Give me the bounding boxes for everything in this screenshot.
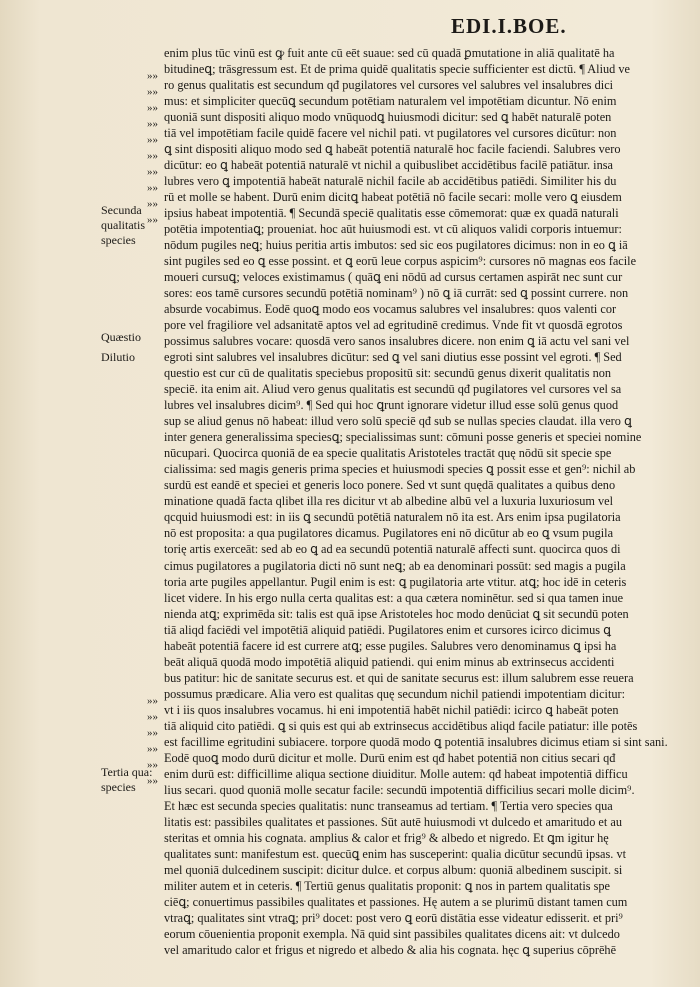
text-line: tiā vel impotētiam facile quidē facere vel nichil pati. vt pugilatores vel cursores dicūtur: non <box>164 126 617 141</box>
text-line: ro genus qualitatis est secundum qđ pugilatores vel cursores vel salubres vel insalubres dici <box>164 78 614 93</box>
text-line: tiā aliqd faciēdi vel impotētiā aliquid patiēdi. Pugilatores enim et cursores icirco dicimus ꝗ <box>164 622 611 637</box>
text-line: vtraꝗ; qualitates sint vtraꝗ; pri⁹ docet: post vero ꝗ eorū distātia esse videatur edisserit. et pri⁹ <box>164 910 623 925</box>
margin-mark: »» <box>147 166 158 179</box>
text-line: nūcupari. Quocirca quoniā de ea specie qualitatis Aristoteles tractāt quę nōdū sit specie spe <box>164 446 612 461</box>
text-line: dicūtur: eo ꝗ habeāt potentiā naturalē vt nichil a quibuslibet accidētibus facilē patiātur. insa <box>164 158 613 173</box>
text-line: mus: et simpliciter quecūꝗ secundum potētiam naturalem vel impotētiam dicuntur. Nō enim <box>164 94 617 109</box>
margin-mark: »» <box>147 727 158 740</box>
text-line: licet videre. In his ergo nulla certa qualitas est: a qua cætera nominētur. sed si qua tamen inue <box>164 590 624 605</box>
text-line: cialissima: sed magis generis prima species et huiusmodi species ꝗ possit esse et gen⁹: nichil ab <box>164 462 636 477</box>
text-line: torię artis exerceāt: sed ab eo ꝗ ad ea secundū potentiā naturalē affecti sunt. quocirca quos di <box>164 542 621 557</box>
margin-mark: »» <box>147 102 158 115</box>
margin-mark: »» <box>147 214 158 227</box>
text-line: inter genera generalissima speciesꝗ; specialissimas sunt: cōmuni posse generis et speciei nomine <box>164 430 642 445</box>
text-line: qcquid huiusmodi est: in iis ꝗ secundū potētiā naturalem nō ita est. Ars enim ipsa pugilatoria <box>164 510 621 525</box>
text-line: rū et molle se habent. Durū enim dicitꝗ habeat potētiā nō facile secari: molle vero ꝗ eiusdem <box>164 190 622 205</box>
text-line: pore vel fragiliore vel adsanitatē aptos vel ad egritudinē credimus. Vnde fit vt quosdā egrotos <box>164 318 623 333</box>
text-line: potētia impotentiaꝗ; proueniat. hoc aūt huiusmodi est. vt cū aliquos validi corporis intuemur: <box>164 222 622 237</box>
margin-mark: »» <box>147 150 158 163</box>
text-line: surdū est eandē et speciei et generis loco ponere. Sed vt sunt quędā qualitates a quibus deno <box>164 478 616 493</box>
text-line: absurde vocabimus. Eodē quoꝗ modo eos vocamus salubres vel insalubres: quos valenti cor <box>164 302 617 317</box>
text-line: nōdum pugiles neꝗ; huius peritia artis imbutos: sed sic eos pugilatores dicimus: non in eo ꝗ iā <box>164 238 628 253</box>
text-line: toria arte pugiles appellantur. Pugil enim is est: ꝗ pugilatoria arte vtitur. atꝗ; hoc idē in ceteris <box>164 574 627 589</box>
text-line: ciēꝗ; conuertimus passibiles qualitates et passiones. Hę autem a se plurimū distant tamen cum <box>164 894 628 909</box>
text-line: bus patitur: hic de sanitate securus est. et qui de sanitate securus est: illum salubrem esse reuera <box>164 670 634 685</box>
text-line: ipsius habeat impotentiā. ¶ Secundā speciē qualitatis esse cōmemorat: quæ ex quadā naturali <box>164 206 619 221</box>
margin-note-secunda: Secunda qualitatis species <box>101 203 145 247</box>
text-line: Et hæc est secunda species qualitatis: nunc transeamus ad tertiam. ¶ Tertia vero species qua <box>164 798 613 813</box>
text-line: steritas et omnia his cognata. amplius & calor et frig⁹ & albedo et nigredo. Et ꝗm igitur hę <box>164 830 609 845</box>
margin-mark: »» <box>147 775 158 788</box>
margin-mark: »» <box>147 711 158 724</box>
text-line: lius secari. quod quoniā molle secatur facile: secundū impotentiā difficilius secari molle dicim⁹. <box>164 782 635 797</box>
margin-mark: »» <box>147 198 158 211</box>
text-line: litatis est: passibiles qualitates et passiones. Sūt autē huiusmodi vt dulcedo et amaritudo et au <box>164 814 622 829</box>
text-line: vt i iis quos insalubres vocamus. hi eni impotentiā habēt nichil patiēdi: icirco ꝗ habeāt poten <box>164 702 619 717</box>
text-line: cimus pugilatores a pugilatoria dicti nō sunt neꝗ; ab ea denominari possūt: sed magis a pugila <box>164 558 626 573</box>
text-line: enim plus tūc vinū est ꝙ fuit ante cū eēt suaue: sed cū quadā ꝑmutatione in aliā qualitatē ha <box>164 46 615 60</box>
text-line: ꝗ sint dispositi aliquo modo sed ꝗ habeāt potentiā naturalē hoc facile faciendi. Salubres vero <box>164 142 621 157</box>
margin-mark: »» <box>147 743 158 756</box>
main-text-column <box>164 45 674 958</box>
text-line: nō est proposita: a qua pugilatores dicamus. Pugilatores eni nō dicūtur ab eo ꝗ vsum pugila <box>164 526 614 541</box>
text-line: nienda atꝗ; exprimēda sit: talis est quā ipse Aristoteles hoc modo denūciat ꝗ sit secundū poten <box>164 606 629 621</box>
text-line: bitudineꝗ; trāsgressum est. Et de prima quidē qualitatis specie sufficienter est dictū. ¶ Aliud ve <box>164 62 630 77</box>
running-head: EDI.I.BOE. <box>451 14 567 38</box>
text-line: enim durū est: difficillime aliqua sectione diuiditur. Molle autem: qđ habeat impotentiā difficu <box>164 766 628 781</box>
margin-mark: »» <box>147 70 158 82</box>
text-line: mel quoniā dulcedinem suscipit: dicitur dulce. et corpus album: quoniā albedinem suscipit. si <box>164 862 623 877</box>
text-line: est facillime egritudini subiacere. torpore quodā modo ꝗ potentiā insalubres dicimus etiam si sint sani. <box>164 734 668 749</box>
text-line: questio est cur cū de qualitatis speciebus propositū sit: secundū genus dixerit qualitatis non <box>164 366 612 381</box>
text-line: Eodē quoꝗ modo durū dicitur et molle. Durū enim est qđ habet potentiā non citius secari qđ <box>164 750 616 765</box>
margin-note-dilutio: Dilutio <box>101 350 136 364</box>
text-line: vel amaritudo calor et frigus et nigredo et albedo & alia his cognata. hęc ꝗ superius cōprēhē <box>164 942 617 957</box>
margin-mark: »» <box>147 759 158 772</box>
text-line: sup se aliud genus nō habeat: illud vero solū speciē qđ sub se nullas species claudat. illa vero ꝗ <box>164 414 632 429</box>
margin-mark: »» <box>147 118 158 131</box>
text-line: qualitates sunt: manifestum est. quecūꝗ enim has susceperint: qualia dicūtur secundū ipsas. vt <box>164 846 627 861</box>
text-line: egroti sint salubres vel insalubres dicūtur: sed ꝗ vel sani diutius esse possint vel egroti. ¶ Sed <box>164 350 622 365</box>
text-line: minatione quadā facta qlibet illa res dicitur vt ab albedine albū vel a luxuria luxuriosum vel <box>164 494 614 509</box>
text-line: tiā aliquid cito patiēdi. ꝗ si quis est qui ab extrinsecus accidētibus aliqd facile patiatur: ille potēs <box>164 718 638 733</box>
margin-note-quaestio: Quæstio <box>101 330 142 344</box>
text-line: beāt aliquā quodā modo impotētiā aliquid patiendi. qui enim minus ab extrinsecus accidenti <box>164 654 615 669</box>
text-line: eorum cōuenientia proponit exempla. Nā quid sint passibiles qualitates dicens ait: vt dulcedo <box>164 926 620 941</box>
text-line: lubres vero ꝗ impotentiā habeāt naturalē nichil facile ab accidētibus patiēdi. Similiter his du <box>164 174 617 189</box>
margin-mark: »» <box>147 695 158 707</box>
text-line: possumus prædicare. Alia vero est qualitas quę secundum nichil patiendi impotentiam dicitur: <box>164 686 626 701</box>
margin-note-tertia: Tertia qua: species <box>101 765 153 794</box>
text-line: possimus salubres vocare: quosdā vero sanos insalubres dicere. non enim ꝗ iā actu vel sani vel <box>164 334 630 349</box>
text-line: habeāt potentiā facere id est currere atꝗ; esse pugiles. Salubres vero denominamus ꝗ ipsi ha <box>164 638 617 653</box>
margin-mark: »» <box>147 134 158 147</box>
text-line: sores: eos tamē cursores secundū potētiā nominam⁹ ) nō ꝗ iā currāt: sed ꝗ possint currere. non <box>164 286 629 301</box>
margin-mark: »» <box>147 86 158 99</box>
margin-mark: »» <box>147 182 158 195</box>
text-line: speciē. ita enim ait. Aliud vero genus qualitatis est secundū qđ pugilatores vel cursores vel sa <box>164 382 622 397</box>
text-line: moueri cursuꝗ; veloces existimamus ( quāꝗ eni nōdū ad cursus certamen aspirāt nec sunt cur <box>164 270 623 285</box>
text-line: lubres vel insalubres dicim⁹. ¶ Sed qui hoc ꝗrunt ignorare videtur illud esse solū genus quod <box>164 398 619 413</box>
text-line: quoniā sunt dispositi aliquo modo vnūquodꝗ huiusmodi dicitur: sed ꝗ habēt naturalē poten <box>164 110 612 125</box>
text-line: sint pugiles sed eo ꝗ esse possint. et ꝗ eorū leue corpus aspicim⁹: cursores nō magnas eos facile <box>164 254 637 269</box>
text-line: militer autem et in ceteris. ¶ Tertiū genus qualitatis proponit: ꝗ nos in partem qualitatis spe <box>164 878 611 893</box>
